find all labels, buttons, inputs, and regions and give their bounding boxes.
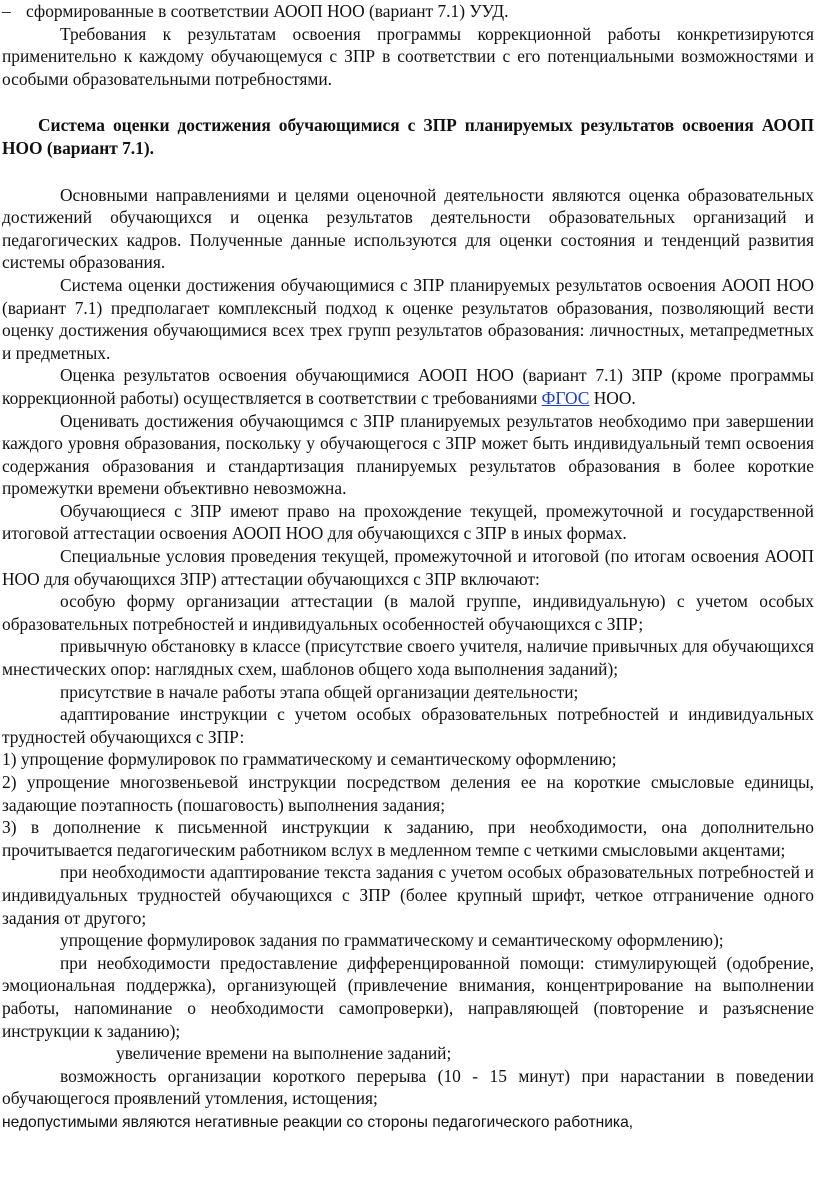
paragraph-adapting-text: при необходимости адаптирование текста задания с учетом особых образовательных потребностей и индивидуальных трудностей обучающихся с ЗПР (более крупный шрифт, четкое отграничение одного задания от другого; (2, 862, 814, 928)
paragraph-evaluate: Оценивать достижения обучающимся с ЗПР планируемых результатов необходимо при завершении каждого уровня образования, поскольку у обучающегося с ЗПР может быть индивидуальный темп освоения содержания образования и стандартизация планируемых результатов образования в более короткие промежутки времени объективно невозможна. (2, 410, 814, 499)
paragraph-short-break: возможность организации короткого перерыва (10 - 15 минут) при нарастании в поведении обучающегося проявлений утомления, истощения; (2, 1065, 814, 1109)
paragraph-adapting-instructions: адаптирование инструкции с учетом особых образовательных потребностей и индивидуальных трудностей обучающихся с ЗПР: (2, 704, 814, 747)
paragraph-rights: Обучающиеся с ЗПР имеют право на прохождение текущей, промежуточной и государственной итоговой аттестации освоения АООП НОО для обучающихся с ЗПР в иных формах. (2, 500, 814, 544)
paragraph-negative-reactions: недопустимыми являются негативные реакции со стороны педагогического работника, (2, 1113, 634, 1131)
paragraph-fgos (2, 364, 814, 409)
paragraph-assessment-system: Система оценки достижения обучающимися с ЗПР планируемых результатов освоения АООП НОО (вариант 7.1) предполагает комплексный подход к оценке результатов образования, позволяющий вести оценку достижения обучающимися всех трех групп результатов образования: личностных, метапредметных и предметных. (2, 274, 814, 363)
list-item-3: 3) в дополнение к письменной инструкции к заданию, при необходимости, она дополнительно прочитывается педагогическим работником вслух в медленном темпе с четкими смысловыми акцентами; (2, 817, 814, 860)
dash-list-item (2, 0, 814, 23)
paragraph-extra-time: увеличение времени на выполнение заданий; (116, 1043, 452, 1064)
paragraph-organization-stage: присутствие в начале работы этапа общей организации деятельности; (60, 681, 579, 702)
paragraph-requirements: Требования к результатам освоения программы коррекционной работы конкретизируются применительно к каждому обучающемуся с ЗПР в соответствии с его потенциальными возможностями и особыми образовательными потребностями. (2, 23, 814, 89)
section-heading: Система оценки достижения обучающимися с ЗПР планируемых результатов освоения АООП НОО (вариант 7.1). (2, 115, 814, 158)
paragraph-special-conditions: Специальные условия проведения текущей, промежуточной и итоговой (по итогам освоения АООП НОО для обучающихся ЗПР) аттестации обучающихся с ЗПР включают: (2, 546, 814, 589)
list-item-2: 2) упрощение многозвеньевой инструкции посредством деления ее на короткие смысловые единицы, задающие поэтапность (пошаговость) выполнения задания; (2, 772, 814, 815)
paragraph-simplify-wording: упрощение формулировок задания по грамматическому и семантическому оформлению); (60, 930, 724, 951)
list-item-1: 1) упрощение формулировок по грамматическому и семантическому оформлению; (2, 749, 617, 770)
dash-item-text: сформированные в соответствии АООП НОО (вариант 7.1) УУД. (26, 1, 509, 21)
fgos-text-after: НОО. (589, 387, 636, 408)
fgos-text-before: Оценка результатов освоения обучающимися АООП НОО (вариант 7.1) ЗПР (кроме программы коррекционной работы) осуществляется в соответствии с требованиями (2, 365, 814, 408)
paragraph-directions: Основными направлениями и целями оценочной деятельности являются оценка образовательных достижений обучающихся и оценка результатов деятельности образовательных организаций и педагогических кадров. Полученные данные используются для оценки состояния и тенденций развития системы образования. (2, 184, 814, 273)
paragraph-differentiated-help: при необходимости предоставление дифференцированной помощи: стимулирующей (одобрение, эмоциональная поддержка), организующей (привлечение внимания, концентрирование на выполнении работы, напоминание о необходимости самопроверки), направляющей (повторение и разъяснение инструкции к заданию); (2, 952, 814, 1041)
paragraph-special-form: особую форму организации аттестации (в малой группе, индивидуальную) с учетом особых образовательных потребностей и индивидуальных особенностей обучающихся с ЗПР; (2, 591, 814, 634)
fgos-link[interactable]: ФГОС (541, 387, 590, 408)
paragraph-usual-setting: привычную обстановку в классе (присутствие своего учителя, наличие привычных для обучающихся мнестических опор: наглядных схем, шаблонов общего хода выполнения заданий); (2, 636, 814, 680)
dash-marker: – (2, 1, 11, 21)
